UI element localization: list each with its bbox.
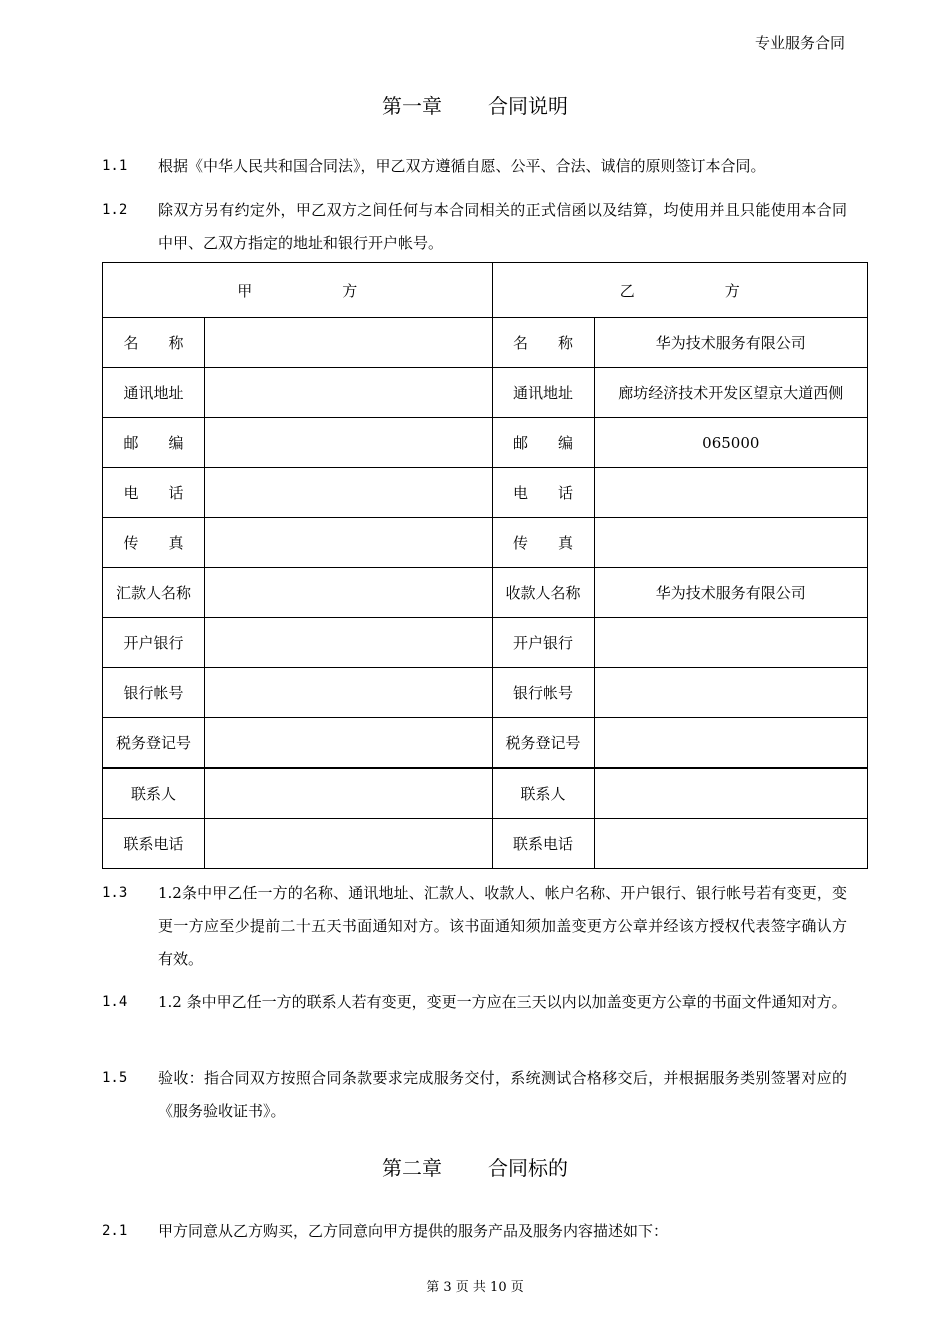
party-b-label: 名 称 — [492, 318, 594, 368]
party-b-label: 收款人名称 — [492, 568, 594, 618]
clause-1-4 — [102, 986, 847, 1019]
party-b-label: 邮 编 — [492, 418, 594, 468]
clause-number: 2.1 — [102, 1223, 128, 1239]
party-a-label: 邮 编 — [103, 418, 205, 468]
chapter-2-number: 第二章 — [382, 1156, 442, 1180]
clause-text: 除双方另有约定外，甲乙双方之间任何与本合同相关的正式信函以及结算，均使用并且只能使用本合同中甲、乙双方指定的地址和银行开户帐号。 — [158, 201, 847, 252]
table-row — [103, 318, 868, 368]
party-a-label: 汇款人名称 — [103, 568, 205, 618]
party-a-label: 联系人 — [103, 768, 205, 819]
clause-text: 根据《中华人民共和国合同法》，甲乙双方遵循自愿、公平、合法、诚信的原则签订本合同。 — [158, 157, 766, 175]
chapter-1-title — [0, 90, 950, 119]
table-row — [103, 518, 868, 568]
party-b-value — [594, 518, 867, 568]
table-row — [103, 668, 868, 718]
party-b-label: 联系人 — [492, 768, 594, 819]
party-a-label: 通讯地址 — [103, 368, 205, 418]
party-a-label: 开户银行 — [103, 618, 205, 668]
clause-1-3 — [102, 877, 847, 976]
party-b-label: 开户银行 — [492, 618, 594, 668]
clause-number: 1.3 — [102, 885, 128, 901]
table-row — [103, 568, 868, 618]
page-header: 专业服务合同 — [754, 34, 845, 52]
party-a-label: 电 话 — [103, 468, 205, 518]
chapter-1-name: 合同说明 — [488, 94, 568, 118]
party-a-value — [205, 518, 492, 568]
party-b-value — [594, 618, 867, 668]
clause-text: 验收：指合同双方按照合同条款要求完成服务交付，系统测试合格移交后，并根据服务类别签署对应的《服务验收证书》。 — [158, 1069, 847, 1120]
party-b-value — [594, 819, 867, 869]
party-b-value: 065000 — [594, 418, 867, 468]
party-b-value: 廊坊经济技术开发区望京大道西侧 — [594, 368, 867, 418]
party-a-value — [205, 768, 492, 819]
table-row — [103, 819, 868, 869]
party-a-value — [205, 368, 492, 418]
clause-text: 甲方同意从乙方购买，乙方同意向甲方提供的服务产品及服务内容描述如下： — [158, 1222, 669, 1240]
table-row — [103, 768, 868, 819]
chapter-1-number: 第一章 — [382, 94, 442, 118]
party-a-header: 甲 方 — [103, 263, 493, 318]
clause-number: 1.1 — [102, 158, 128, 174]
clause-text: 1.2条中甲乙任一方的名称、通讯地址、汇款人、收款人、帐户名称、开户银行、银行帐号若有变更，变更一方应至少提前二十五天书面通知对方。该书面通知须加盖变更方公章并经该方授权代表签字确认方有效。 — [158, 884, 847, 968]
chapter-2-name: 合同标的 — [488, 1156, 568, 1180]
clause-2-1 — [102, 1215, 847, 1248]
party-b-header: 乙 方 — [492, 263, 868, 318]
party-b-label: 传 真 — [492, 518, 594, 568]
party-a-value — [205, 418, 492, 468]
party-a-value — [205, 568, 492, 618]
party-a-value — [205, 819, 492, 869]
party-a-value — [205, 468, 492, 518]
party-a-value — [205, 618, 492, 668]
party-a-label: 传 真 — [103, 518, 205, 568]
party-a-label: 名 称 — [103, 318, 205, 368]
party-a-value — [205, 668, 492, 718]
party-a-label: 税务登记号 — [103, 718, 205, 769]
clause-1-1 — [102, 150, 847, 183]
table-row — [103, 618, 868, 668]
clause-1-2 — [102, 194, 847, 260]
party-b-value: 华为技术服务有限公司 — [594, 318, 867, 368]
clause-number: 1.5 — [102, 1070, 128, 1086]
party-b-value — [594, 668, 867, 718]
table-row — [103, 718, 868, 769]
party-a-label: 银行帐号 — [103, 668, 205, 718]
clause-text: 1.2 条中甲乙任一方的联系人若有变更，变更一方应在三天以内以加盖变更方公章的书面文件通知对方。 — [158, 993, 847, 1011]
party-a-value — [205, 718, 492, 769]
party-b-label: 税务登记号 — [492, 718, 594, 769]
clause-number: 1.4 — [102, 994, 128, 1010]
party-b-value — [594, 768, 867, 819]
table-row — [103, 418, 868, 468]
party-b-label: 电 话 — [492, 468, 594, 518]
party-b-label: 通讯地址 — [492, 368, 594, 418]
party-b-value: 华为技术服务有限公司 — [594, 568, 867, 618]
clause-1-5 — [102, 1062, 847, 1128]
party-b-label: 银行帐号 — [492, 668, 594, 718]
table-header-row — [103, 263, 868, 318]
page-footer: 第 3 页 共 10 页 — [426, 1280, 524, 1295]
table-row — [103, 468, 868, 518]
party-b-label: 联系电话 — [492, 819, 594, 869]
party-info-table — [102, 262, 868, 869]
party-a-value — [205, 318, 492, 368]
table-row — [103, 368, 868, 418]
chapter-2-title — [0, 1152, 950, 1181]
party-b-value — [594, 718, 867, 769]
party-b-value — [594, 468, 867, 518]
clause-number: 1.2 — [102, 202, 128, 218]
party-a-label: 联系电话 — [103, 819, 205, 869]
